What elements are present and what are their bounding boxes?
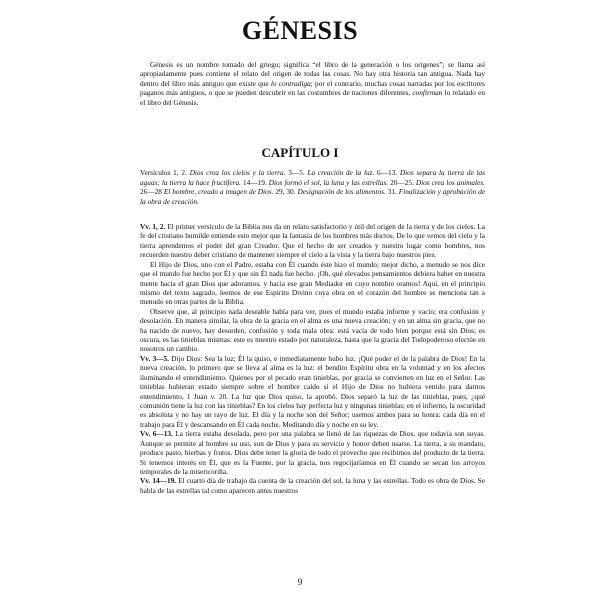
introduction-text [140,60,485,107]
verse-commentary: La tierra estaba desolada, pero por una palabra se llenó de las riquezas de Dios, que todavía son suyas. Aunque se permite al hombre su uso, son de Dios y para su servicio y honor deben usarse. La tierra, a su mandato, produce pasto, hierbas y frutos. Dios debe tener la gloria de todo el provecho que recibimos del producto de la tierra. Si tenemos interés en Él, que es la Fuente, por la gracia, nos regocijaríamos en Él cuando se secan los arroyos temporales de la misericordia. [140,429,486,476]
summary-ref-3: 6—13. [374,168,400,177]
summary-topic-8: Finalización y aprobación de la obra de creación. [140,187,485,206]
commentary-verses-14-19 [140,476,485,495]
summary-topic-4: Dios formó el sol, la luna y las estrellas. [268,177,389,187]
verse-reference: Vv. 3—5. [140,353,169,363]
chapter-heading: CAPÍTULO I [261,145,339,160]
commentary-verses-1-2 [140,222,485,260]
verse-commentary: Dijo Dios: Sea la luz; Él la quiso, e inmediatamente hubo luz. ¡Qué poder el de la palabra de Dios! En la nueva creación, lo primero que se lleva al alma es la luz: el bendito Espíritu obra en la voluntad y en los afectos iluminando el entendimiento. Quienes por el pecado eran tinieblas, por gracia se convierten en luz en el Señor. Las tinieblas hubieran estado siempre sobre el hombre caído si el Hijo de Dios no hubiera venido para darnos entendimiento, 1 Juan v. 20. La luz que Dios quiso, la aprobó. Dios separó la luz de las tinieblas, pues, ¿qué comunión tiene la luz con las tinieblas? En los cielos hay perfecta luz y ningunas tinieblas; en el infierno, la oscuridad es absoluta y no hay un rayo de luz. El día y la noche son del Señor; usemos ambos para su honra: cada día en el trabajo para Él y descansando en Él cada noche. Meditando día y noche en su ley. [140,353,485,429]
summary-ref-6: 26—28 [140,187,164,196]
summary-topic-5: Dios crea los animales. [415,177,485,187]
summary-ref-1: Versículos 1, 2. [140,168,190,177]
page-number: 9 [297,577,303,587]
commentary-paragraph: Observe que, al principio nada deseable había para ver, pues el mundo estaba informe y vacío; era confusión y desolación. En manera similar, la obra de la gracia en el alma es una nueva creación; y en un alma sin gracia, que no ha nacido de nuevo, hay desorden, confusión y toda mala obra: está vacía de todo bien porque está sin Dios; es oscura, es las tinieblas mismas: este es nuestro estado por naturaleza, hasta que la gracia del Todopoderoso efectúe en nosotros un cambio. [140,306,485,354]
summary-topic-3: Dios separa la tierra de las aguas; la tierra la hace fructífera. [140,168,485,187]
chapter-summary [140,168,485,206]
intro-emphasis-2: confirman [412,88,443,98]
intro-text-2: ; por el contrario, muchas cosas narradas por los escritores paganos más antiguos, o que se pueden descubrir en las costumbres de naciones diferentes, [140,78,485,98]
summary-topic-7: Designación de los alimentos. [297,187,386,196]
summary-topic-2: La creación de la luz. [307,168,375,177]
verse-reference: Vv. 14—19. [140,476,177,486]
commentary-verses-3-5 [140,354,485,429]
commentary-body [140,222,485,495]
summary-ref-8: 31. [385,187,399,196]
verse-reference: Vv. 1, 2. [140,222,166,231]
summary-ref-4: 14—19. [240,177,269,187]
commentary-paragraph: El Hijo de Dios, uno con el Padre, estaba con Él cuando éste hizo el mundo; mejor dicho, a menudo se nos dice que el mundo fue hecho por Él y que sin Él nada fue hecho. ¡Oh, qué elevados pensamientos debiera haber en nuestra mente hacia el gran Dios que adoramos, y hacia ese gran Mediador en cuyo nombre oramos! Aquí, en el principio mismo del texto sagrado, leemos de ese Espíritu Divino cuya obra en el corazón del hombre se menciona tan a menudo en otras partes de la Biblia. [140,259,485,307]
summary-ref-7: 29, 30. [273,187,298,196]
intro-text-1: Génesis es un nombre tomado del griego; significa “el libro de la generación o los orígenes”; se llama así apropiadamente pues contiene el relato del origen de todas las cosas. No hay otra historia tan antigua. Nada hay dentro del libro más antiguo que existe que [140,60,485,88]
verse-commentary: El primer versículo de la Biblia nos da un relato satisfactorio y útil del origen de la tierra y de los cielos. La fe del cristiano humilde entiende esto mejor que la fantasía de los hombres más doctos. De lo que vemos del cielo y la tierra aprendemos el poder del gran Creador. Que el hecho de ser creados y nuestro lugar como hombres, nos recuerden nuestro deber cristiano de mantener siempre el cielo a la vista y la tierra bajo nuestros pies. [140,222,486,260]
commentary-verses-6-13 [140,429,485,476]
summary-ref-2: 3—5. [285,168,308,177]
summary-topic-6: El hombre, creado a imagen de Dios. [163,187,274,196]
verse-commentary: El cuarto día de trabajo da cuenta de la creación del sol, la luna y las estrellas. Todo es obra de Dios. Se habla de las estrellas tal como aparecen antes nuestros [140,476,485,495]
intro-emphasis-1: lo contradiga [270,78,311,88]
intro-text-3: lo relatado en el libro del Génesis. [140,88,485,107]
verse-reference: Vv. 6—13. [140,429,173,439]
summary-ref-5: 20—25. [388,177,416,187]
page-title: GÉNESIS [241,16,359,45]
summary-topic-1: Dios crea los cielos y la tierra. [189,168,286,177]
introduction-paragraph [140,60,485,107]
